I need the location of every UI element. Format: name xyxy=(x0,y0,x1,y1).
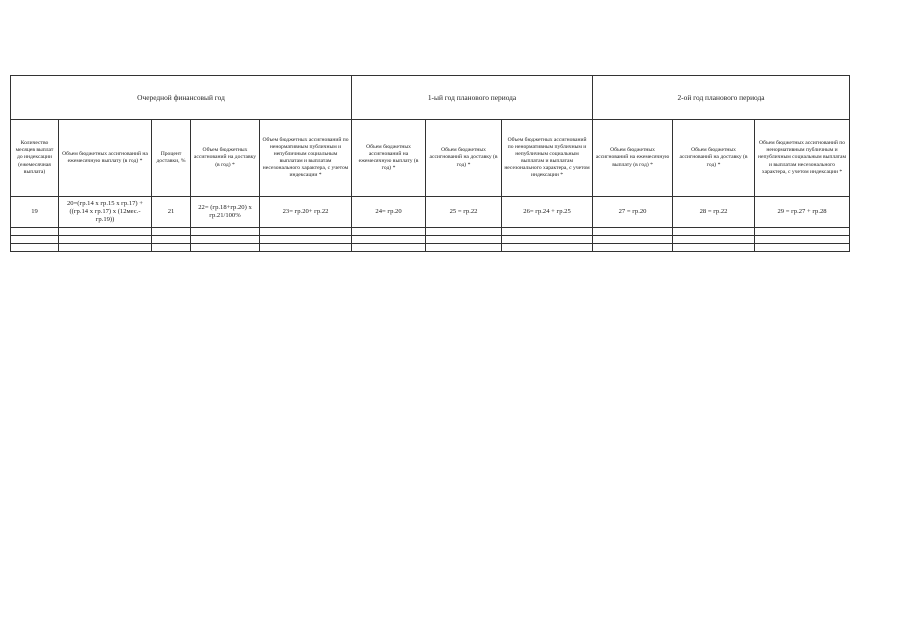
formula-cell: 21 xyxy=(152,197,191,228)
empty-cell xyxy=(260,244,352,252)
empty-cell xyxy=(593,228,673,236)
group-header-row xyxy=(11,76,850,120)
empty-cell xyxy=(59,236,152,244)
column-header: Объем бюджетных ассигнований на доставку (в год) * xyxy=(426,120,502,197)
formula-cell: 20=(гр.14 х гр.15 х гр.17) +((гр.14 х гр.17) х (12мес.- гр.19)) xyxy=(59,197,152,228)
column-header: Процент доставки, % xyxy=(152,120,191,197)
empty-cell xyxy=(755,244,850,252)
empty-cell xyxy=(260,236,352,244)
empty-cell xyxy=(260,228,352,236)
empty-cell xyxy=(11,228,59,236)
empty-cell xyxy=(426,244,502,252)
empty-cell xyxy=(755,228,850,236)
budget-allocation-table xyxy=(10,75,850,252)
empty-cell xyxy=(426,236,502,244)
column-header: Объем бюджетных ассигнований по ненормативным публичным и непубличным социальным выплатам и выплатам несезонального характера, с учетом индексации * xyxy=(260,120,352,197)
formula-cell: 22= (гр.18+гр.20) х гр.21/100% xyxy=(191,197,260,228)
formula-cell: 24= гр.20 xyxy=(352,197,426,228)
formula-cell: 28 = гр.22 xyxy=(673,197,755,228)
empty-cell xyxy=(502,244,593,252)
column-header: Объем бюджетных ассигнований на ежемесячную выплату (в год) * xyxy=(352,120,426,197)
formula-cell: 26= гр.24 + гр.25 xyxy=(502,197,593,228)
group-header-plan-year-1: 1-ый год планового периода xyxy=(352,76,593,120)
formula-cell: 23= гр.20+ гр.22 xyxy=(260,197,352,228)
formula-cell: 25 = гр.22 xyxy=(426,197,502,228)
empty-cell xyxy=(593,244,673,252)
formula-cell: 19 xyxy=(11,197,59,228)
column-header: Объем бюджетных ассигнований на доставку (в год) * xyxy=(191,120,260,197)
empty-table-row xyxy=(11,236,850,244)
empty-cell xyxy=(352,244,426,252)
empty-cell xyxy=(59,244,152,252)
formula-row xyxy=(11,197,850,228)
empty-cell xyxy=(502,228,593,236)
empty-cell xyxy=(11,244,59,252)
column-header: Объем бюджетных ассигнований на ежемесячную выплату (в год) * xyxy=(593,120,673,197)
empty-table-row xyxy=(11,228,850,236)
column-header: Объем бюджетных ассигнований на доставку (в год) * xyxy=(673,120,755,197)
empty-cell xyxy=(152,244,191,252)
empty-cell xyxy=(352,236,426,244)
formula-cell: 29 = гр.27 + гр.28 xyxy=(755,197,850,228)
column-header: Количество месяцев выплат до индексации (ежемесячная выплата) xyxy=(11,120,59,197)
column-header: Объем бюджетных ассигнований по ненормативным публичным и непубличным социальным выплатам и выплатам несезонального характера, с учетом индексации * xyxy=(502,120,593,197)
empty-cell xyxy=(426,228,502,236)
empty-cell xyxy=(59,228,152,236)
group-header-plan-year-2: 2-ой год планового периода xyxy=(593,76,850,120)
empty-table-row xyxy=(11,244,850,252)
empty-cell xyxy=(593,236,673,244)
empty-cell xyxy=(673,228,755,236)
empty-cell xyxy=(673,236,755,244)
empty-cell xyxy=(755,236,850,244)
formula-cell: 27 = гр.20 xyxy=(593,197,673,228)
empty-cell xyxy=(152,236,191,244)
group-header-current-year: Очередной финансовый год xyxy=(11,76,352,120)
empty-cell xyxy=(11,236,59,244)
empty-cell xyxy=(152,228,191,236)
empty-cell xyxy=(673,244,755,252)
column-header: Объем бюджетных ассигнований по ненормативным публичным и непубличным социальным выплатам и выплатам несезонального характера, с учетом индексации * xyxy=(755,120,850,197)
empty-cell xyxy=(352,228,426,236)
empty-cell xyxy=(191,244,260,252)
column-header-row xyxy=(11,120,850,197)
empty-cell xyxy=(191,236,260,244)
empty-cell xyxy=(191,228,260,236)
empty-cell xyxy=(502,236,593,244)
column-header: Объем бюджетных ассигнований на ежемесячную выплату (в год) * xyxy=(59,120,152,197)
